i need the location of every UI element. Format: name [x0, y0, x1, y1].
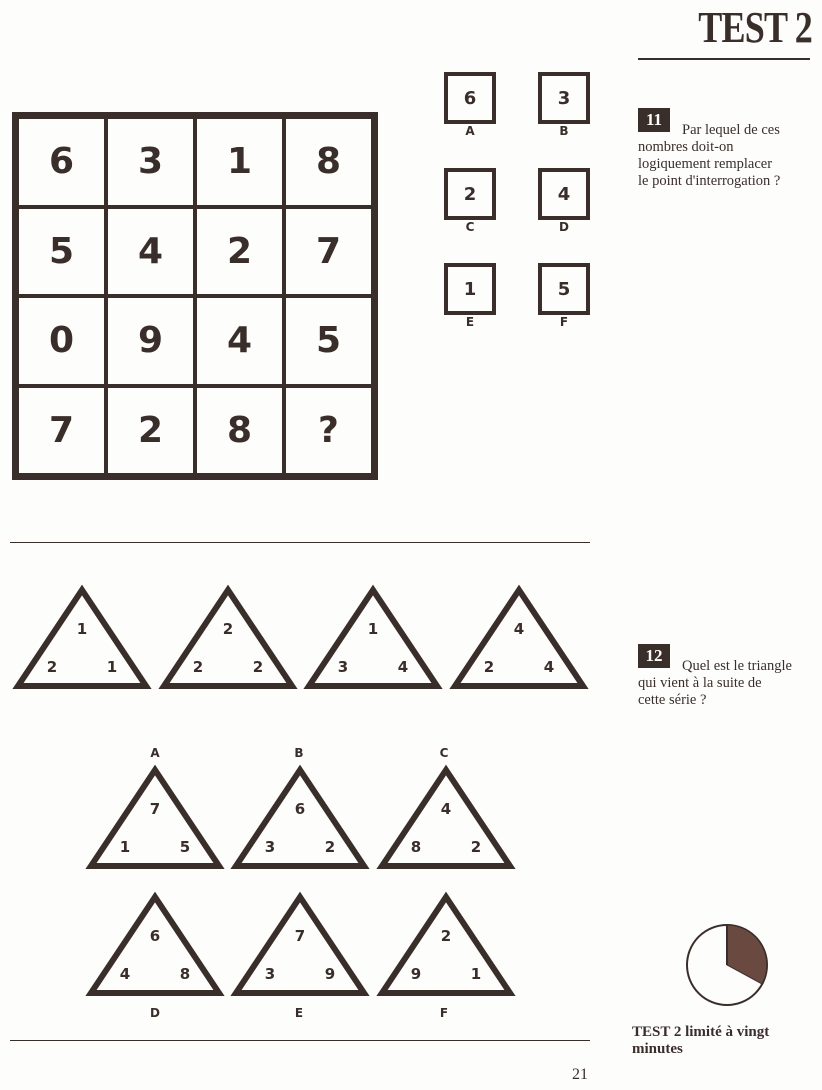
answer-letter-c[interactable]: C — [439, 746, 449, 760]
question-text-line: logiquement remplacer — [638, 156, 773, 172]
triangle-number-right: 2 — [324, 838, 336, 856]
triangle-number-right: 4 — [543, 658, 555, 676]
test-title: TEST 2 — [698, 3, 812, 52]
triangle-outline — [382, 897, 510, 993]
triangle-outline — [18, 590, 146, 686]
option-letter: C — [465, 220, 475, 234]
triangle-number-top: 1 — [76, 620, 88, 638]
grid-cell: 2 — [195, 207, 284, 297]
option-box: 6 — [444, 72, 496, 124]
triangle-outline — [382, 770, 510, 866]
series-triangle-3 — [309, 590, 437, 686]
option-box: 3 — [538, 72, 590, 124]
triangle-number-right: 5 — [179, 838, 191, 856]
grid-cell: 9 — [106, 296, 195, 386]
triangle-number-right: 2 — [470, 838, 482, 856]
triangle-number-top: 1 — [367, 620, 379, 638]
triangle-number-top: 6 — [294, 800, 306, 818]
option-letter: F — [559, 315, 569, 329]
series-triangle-4 — [455, 590, 583, 686]
grid-cell: 6 — [17, 117, 106, 207]
answer-letter-a[interactable]: A — [150, 746, 160, 760]
triangle-number-left: 3 — [337, 658, 349, 676]
answer-triangle-b[interactable] — [236, 770, 364, 866]
question-text-line: Quel est le triangle — [682, 658, 792, 674]
answer-triangle-f[interactable] — [382, 897, 510, 993]
triangle-number-left: 1 — [119, 838, 131, 856]
series-triangle-2 — [164, 590, 292, 686]
triangle-answers — [91, 770, 510, 993]
answer-triangle-d[interactable] — [91, 897, 219, 993]
option-letter: B — [559, 124, 569, 138]
answer-letter-e[interactable]: E — [294, 1006, 304, 1020]
answer-triangle-a[interactable] — [91, 770, 219, 866]
option-box: 2 — [444, 168, 496, 220]
triangle-outline — [236, 897, 364, 993]
triangle-number-right: 2 — [252, 658, 264, 676]
grid-cell: 0 — [17, 296, 106, 386]
triangle-number-top: 7 — [149, 800, 161, 818]
triangle-outline — [164, 590, 292, 686]
triangle-outline — [91, 897, 219, 993]
triangle-number-right: 4 — [397, 658, 409, 676]
triangle-number-left: 2 — [46, 658, 58, 676]
grid-cell: 5 — [17, 207, 106, 297]
footer-divider — [10, 1040, 590, 1041]
triangle-number-top: 4 — [513, 620, 525, 638]
answer-triangle-c[interactable] — [382, 770, 510, 866]
grid-cell: 5 — [284, 296, 373, 386]
triangle-number-left: 8 — [410, 838, 422, 856]
grid-cell: 1 — [195, 117, 284, 207]
triangle-number-top: 6 — [149, 927, 161, 945]
question-text-line: nombres doit-on — [638, 139, 734, 155]
triangle-number-top: 2 — [440, 927, 452, 945]
triangle-number-top: 7 — [294, 927, 306, 945]
grid-cell: 4 — [195, 296, 284, 386]
question-number-11: 11 — [638, 108, 670, 132]
grid-cell: 4 — [106, 207, 195, 297]
grid-cell-unknown: ? — [284, 386, 373, 476]
grid-cell: 7 — [284, 207, 373, 297]
triangle-number-right: 1 — [106, 658, 118, 676]
triangle-number-right: 1 — [470, 965, 482, 983]
triangle-number-left: 9 — [410, 965, 422, 983]
grid-cell: 2 — [106, 386, 195, 476]
series-triangle-1 — [18, 590, 146, 686]
question-number-12: 12 — [638, 644, 670, 668]
answer-letter-f[interactable]: F — [439, 1006, 449, 1020]
triangle-number-left: 3 — [264, 965, 276, 983]
question-text-line: le point d'interrogation ? — [638, 173, 781, 189]
option-letter: E — [465, 315, 475, 329]
answer-triangle-e[interactable] — [236, 897, 364, 993]
triangle-number-top: 2 — [222, 620, 234, 638]
time-limit-note: TEST 2 limité à vingt minutes — [632, 1024, 770, 1057]
page-number: 21 — [572, 1066, 588, 1083]
triangle-number-left: 4 — [119, 965, 131, 983]
grid-cell: 8 — [284, 117, 373, 207]
grid-cell: 7 — [17, 386, 106, 476]
option-box: 4 — [538, 168, 590, 220]
grid-cell: 3 — [106, 117, 195, 207]
question-text-line: Par lequel de ces — [682, 122, 780, 138]
option-letter: D — [559, 220, 569, 234]
answer-letter-d[interactable]: D — [150, 1006, 160, 1020]
triangle-number-top: 4 — [440, 800, 452, 818]
option-box: 1 — [444, 263, 496, 315]
question-text-line: qui vient à la suite de — [638, 675, 762, 691]
triangle-number-right: 8 — [179, 965, 191, 983]
triangle-outline — [309, 590, 437, 686]
triangle-outline — [91, 770, 219, 866]
triangle-number-left: 2 — [192, 658, 204, 676]
triangle-number-left: 2 — [483, 658, 495, 676]
triangle-series — [18, 590, 583, 686]
answer-letter-b[interactable]: B — [294, 746, 304, 760]
triangle-outline — [455, 590, 583, 686]
triangle-outline — [236, 770, 364, 866]
option-box: 5 — [538, 263, 590, 315]
option-letter: A — [465, 124, 475, 138]
triangle-number-left: 3 — [264, 838, 276, 856]
question-text-line: cette série ? — [638, 692, 707, 708]
grid-cell: 8 — [195, 386, 284, 476]
timer-clock-icon — [684, 922, 770, 1008]
triangle-number-right: 9 — [324, 965, 336, 983]
